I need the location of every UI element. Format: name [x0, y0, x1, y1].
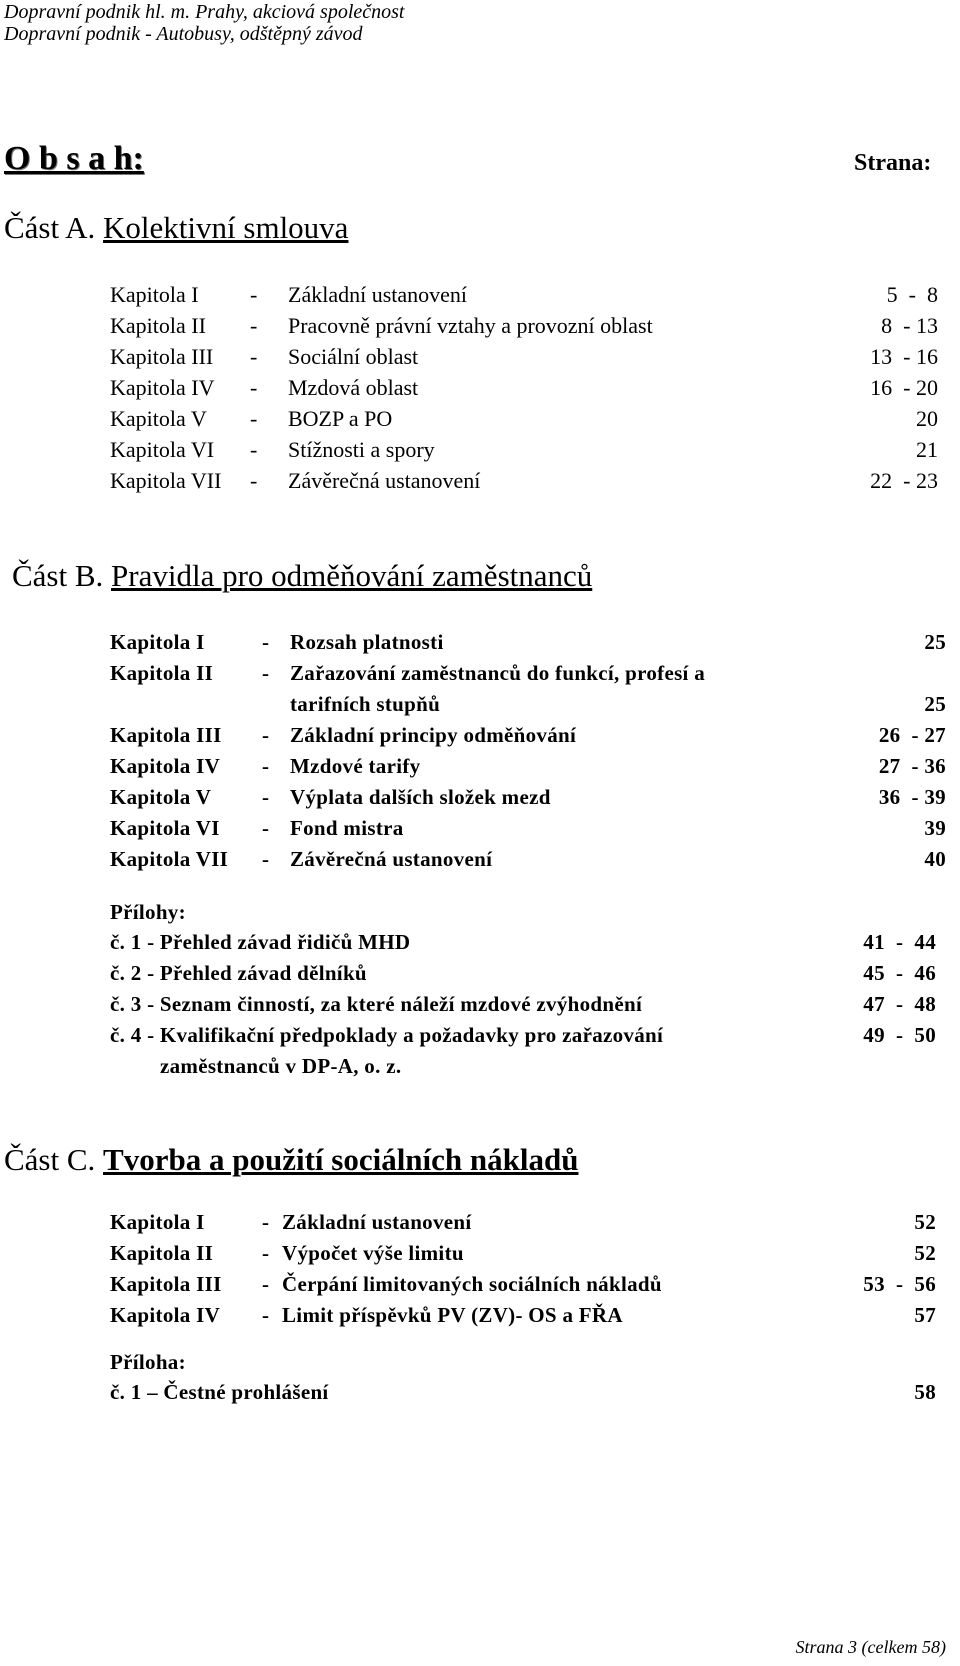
- chapter-dash: -: [250, 313, 258, 338]
- appendix-item: zaměstnanců v DP-A, o. z.: [160, 1054, 402, 1078]
- chapter-title: Závěrečná ustanovení: [290, 847, 493, 871]
- chapter-label: Kapitola III: [110, 344, 214, 369]
- chapter-pages: 25: [924, 692, 946, 716]
- chapter-pages: 20: [916, 406, 938, 431]
- chapter-label: Kapitola I: [110, 630, 205, 654]
- chapter-dash: -: [262, 661, 270, 685]
- chapter-dash: -: [250, 468, 258, 493]
- chapter-title: Výplata dalších složek mezd: [290, 785, 551, 809]
- chapter-label: Kapitola I: [110, 1210, 205, 1234]
- chapter-pages: 8 - 13: [881, 313, 938, 338]
- part-c-name: Tvorba a použití sociálních nákladů: [103, 1142, 579, 1177]
- chapter-pages: 39: [924, 816, 946, 840]
- chapter-pages: 27 - 36: [878, 754, 946, 778]
- chapter-pages: 36 - 39: [878, 785, 946, 809]
- part-b-heading: [12, 558, 592, 594]
- toc-title: O b s a h:: [4, 140, 144, 177]
- chapter-label: Kapitola I: [110, 282, 199, 307]
- part-a-name: Kolektivní smlouva: [103, 210, 349, 245]
- chapter-title: BOZP a PO: [288, 406, 393, 431]
- chapter-label: Kapitola II: [110, 661, 214, 685]
- chapter-dash: -: [262, 816, 270, 840]
- appendix-pages: 47 - 48: [863, 992, 936, 1016]
- chapter-pages: 26 - 27: [878, 723, 946, 747]
- chapter-label: Kapitola VI: [110, 816, 220, 840]
- chapter-pages: 22 - 23: [870, 468, 938, 493]
- part-a-prefix: Část A.: [4, 210, 96, 245]
- appendix-pages: 41 - 44: [863, 930, 936, 954]
- chapter-pages: 5 - 8: [886, 282, 938, 307]
- chapter-title: Rozsah platnosti: [290, 630, 444, 654]
- chapter-dash: -: [262, 754, 270, 778]
- chapter-dash: -: [262, 1303, 270, 1327]
- chapter-pages: 53 - 56: [863, 1272, 936, 1296]
- chapter-label: Kapitola IV: [110, 1303, 221, 1327]
- chapter-title: Výpočet výše limitu: [282, 1241, 464, 1265]
- chapter-title: Fond mistra: [290, 816, 404, 840]
- chapter-dash: -: [262, 723, 270, 747]
- chapter-pages: 13 - 16: [870, 344, 938, 369]
- appendix-item: č. 3 - Seznam činností, za které náleží mzdové zvýhodnění: [110, 992, 643, 1016]
- chapter-title: tarifních stupňů: [290, 692, 441, 716]
- chapter-pages: 57: [914, 1303, 936, 1327]
- chapter-title: Mzdová oblast: [288, 375, 419, 400]
- appendix-item: č. 1 - Přehled závad řidičů MHD: [110, 930, 411, 954]
- chapter-title: Základní principy odměňování: [290, 723, 577, 747]
- chapter-label: Kapitola V: [110, 785, 212, 809]
- chapter-title: Mzdové tarify: [290, 754, 421, 778]
- part-c-heading: [4, 1142, 579, 1178]
- chapter-label: Kapitola VI: [110, 437, 215, 462]
- header-company: Dopravní podnik hl. m. Prahy, akciová společnost: [4, 1, 405, 23]
- chapter-pages: 52: [914, 1210, 936, 1234]
- chapter-dash: -: [250, 344, 258, 369]
- part-b-name: Pravidla pro odměňování zaměstnanců: [111, 558, 593, 593]
- part-c-prefix: Část C.: [4, 1142, 96, 1177]
- chapter-title: Základní ustanovení: [288, 282, 468, 307]
- chapter-label: Kapitola VII: [110, 847, 229, 871]
- header-division: Dopravní podnik - Autobusy, odštěpný závod: [4, 23, 363, 45]
- chapter-dash: -: [262, 1241, 270, 1265]
- chapter-label: Kapitola III: [110, 1272, 222, 1296]
- chapter-dash: -: [262, 847, 270, 871]
- appendix-pages: 45 - 46: [863, 961, 936, 985]
- appendix-item: č. 2 - Přehled závad dělníků: [110, 961, 367, 985]
- chapter-dash: -: [262, 1272, 270, 1296]
- appendix-pages: 58: [914, 1380, 936, 1404]
- chapter-title: Základní ustanovení: [282, 1210, 472, 1234]
- chapter-label: Kapitola II: [110, 1241, 214, 1265]
- appendix-item: č. 4 - Kvalifikační předpoklady a požadavky pro zařazování: [110, 1023, 664, 1047]
- part-b-prefix: Část B.: [12, 558, 104, 593]
- chapter-title: Zařazování zaměstnanců do funkcí, profesí a: [290, 661, 706, 685]
- chapter-label: Kapitola VII: [110, 468, 222, 493]
- chapter-dash: -: [262, 630, 270, 654]
- chapter-pages: 21: [916, 437, 938, 462]
- chapter-title: Sociální oblast: [288, 344, 419, 369]
- part-c-appendix-label: Příloha:: [110, 1350, 186, 1374]
- chapter-dash: -: [262, 1210, 270, 1234]
- chapter-pages: 52: [914, 1241, 936, 1265]
- appendix-pages: 49 - 50: [863, 1023, 936, 1047]
- chapter-title: Pracovně právní vztahy a provozní oblast: [288, 313, 653, 338]
- chapter-label: Kapitola II: [110, 313, 206, 338]
- chapter-dash: -: [262, 785, 270, 809]
- chapter-title: Limit příspěvků PV (ZV)- OS a FŘA: [282, 1303, 623, 1327]
- chapter-title: Stížnosti a spory: [288, 437, 435, 462]
- chapter-dash: -: [250, 406, 258, 431]
- page-footer: Strana 3 (celkem 58): [795, 1637, 946, 1657]
- page-column-label: Strana:: [854, 150, 932, 176]
- chapter-label: Kapitola IV: [110, 754, 221, 778]
- chapter-dash: -: [250, 282, 258, 307]
- part-a-heading: [4, 210, 348, 246]
- chapter-pages: 40: [924, 847, 946, 871]
- chapter-pages: 16 - 20: [870, 375, 938, 400]
- chapter-dash: -: [250, 437, 258, 462]
- appendix-item: č. 1 – Čestné prohlášení: [110, 1380, 329, 1404]
- chapter-title: Závěrečná ustanovení: [288, 468, 481, 493]
- chapter-pages: 25: [924, 630, 946, 654]
- chapter-label: Kapitola V: [110, 406, 207, 431]
- chapter-dash: -: [250, 375, 258, 400]
- chapter-label: Kapitola IV: [110, 375, 215, 400]
- chapter-title: Čerpání limitovaných sociálních nákladů: [282, 1272, 662, 1296]
- part-b-appendix-label: Přílohy:: [110, 900, 186, 924]
- chapter-label: Kapitola III: [110, 723, 222, 747]
